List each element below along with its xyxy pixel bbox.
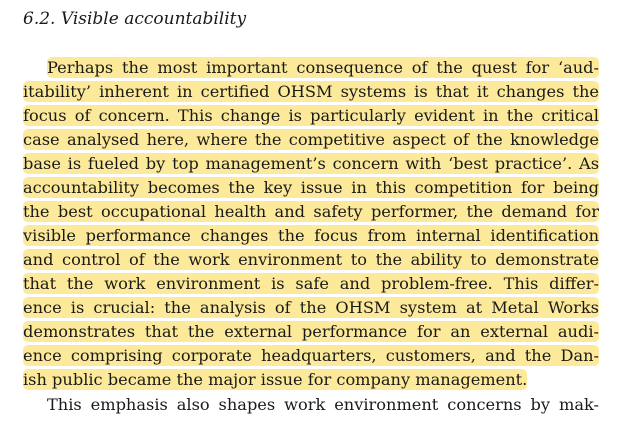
highlight-span: Perhaps the most important consequence of the quest for ‘aud- bbox=[47, 58, 599, 77]
highlight-span: ence comprising corporate headquarters, customers, and the Dan- bbox=[23, 346, 599, 365]
text-line bbox=[23, 201, 599, 223]
highlight-span: the best occupational health and safety performer, the demand for bbox=[23, 202, 599, 221]
highlight-span: demonstrates that the external performance for an external audi- bbox=[23, 322, 599, 341]
section-heading: 6.2. Visible accountability bbox=[23, 9, 247, 29]
text-line bbox=[23, 273, 599, 295]
highlight-span: ence is crucial: the analysis of the OHSM system at Metal Works bbox=[23, 298, 599, 317]
text-line bbox=[47, 57, 599, 79]
text-line: This emphasis also shapes work environment concerns by mak- bbox=[47, 395, 599, 414]
highlight-span: itability’ inherent in certified OHSM systems is that it changes the bbox=[23, 82, 599, 101]
text-line bbox=[23, 177, 599, 199]
text-line bbox=[23, 105, 599, 127]
highlight-span: that the work environment is safe and problem-free. This differ- bbox=[23, 274, 599, 293]
highlight-span: and control of the work environment to the ability to demonstrate bbox=[23, 250, 599, 269]
text-line bbox=[23, 297, 599, 319]
highlight-span: case analysed here, where the competitive aspect of the knowledge bbox=[23, 130, 599, 149]
text-line bbox=[23, 129, 599, 151]
text-line bbox=[23, 345, 599, 367]
text-line bbox=[23, 81, 599, 103]
highlight-span: ish public became the major issue for company management. bbox=[23, 370, 528, 389]
text-line bbox=[23, 249, 599, 271]
text-line bbox=[23, 225, 599, 247]
highlight-span: visible performance changes the focus from internal identification bbox=[23, 226, 599, 245]
highlight-span: base is fueled by top management’s concern with ‘best practice’. As bbox=[23, 154, 599, 173]
highlight-span: focus of concern. This change is particularly evident in the critical bbox=[23, 106, 599, 125]
text-line bbox=[23, 153, 599, 175]
text-line bbox=[23, 369, 599, 391]
text-line bbox=[23, 321, 599, 343]
highlight-span: accountability becomes the key issue in this competition for being bbox=[23, 178, 599, 197]
